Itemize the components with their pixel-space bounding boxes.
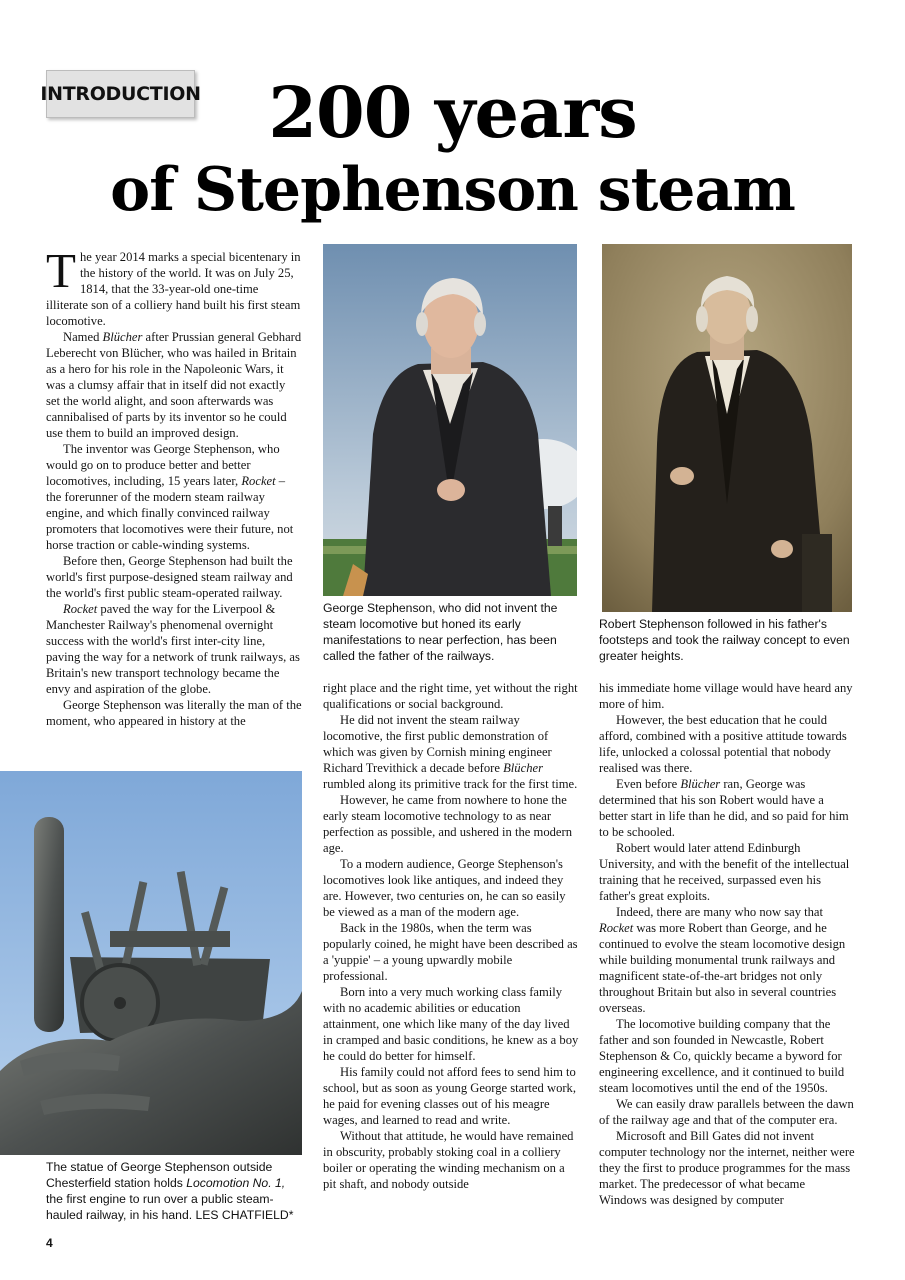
paragraph: Before then, George Stephenson had built the world's first purpose-designed steam railway and the world's first public steam-operated railway. (46, 554, 293, 600)
paragraph (46, 601, 302, 697)
paragraph (46, 441, 302, 553)
paragraph: right place and the right time, yet without the right qualifications or social background. (323, 681, 578, 711)
paragraph: To a modern audience, George Stephenson's locomotives look like antiques, and indeed they are. However, two centuries on, he can so easily be viewed as a man of the modern age. (323, 857, 566, 919)
headline-line-1: 200 years (268, 71, 637, 154)
paragraph: Robert would later attend Edinburgh University, and with the benefit of the intellectual training that he received, surpassed even his father's great exploits. (599, 841, 850, 903)
article-column-1 (46, 243, 302, 729)
photo-credit: LES CHATFIELD* (195, 1208, 294, 1222)
paragraph-text: rumbled along its primitive track for the first time. (323, 777, 578, 791)
paragraph-text: Named (63, 330, 103, 344)
article-column-2 (323, 680, 579, 1192)
italic-name: Blücher (503, 761, 543, 775)
statue-illustration (0, 771, 302, 1155)
caption-statue (46, 1159, 298, 1223)
paragraph (599, 776, 855, 840)
italic-name: Blücher (102, 330, 143, 344)
paragraph: We can easily draw parallels between the dawn of the railway age and that of the computer era. (599, 1097, 854, 1127)
paragraph: However, he came from nowhere to hone the early steam locomotive technology to as near perfection as possible, and ushered in the modern age. (323, 793, 573, 855)
paragraph-text: was more Robert than George, and he continued to evolve the steam locomotive design while building monumental trunk railways and magnificent state-of-the-art bridges not only throughout Britain but also in several countries overseas. (599, 921, 846, 1015)
caption-robert: Robert Stephenson followed in his father's footsteps and took the railway concept to even greater heights. (599, 617, 850, 663)
robert-stephenson-photo (602, 244, 852, 612)
section-label: INTRODUCTION (40, 83, 201, 105)
page-number: 4 (46, 1236, 53, 1250)
paragraph-text: – the forerunner of the modern steam railway engine, and which finally convinced railway promoters that locomotives were their future, not horse traction or cable-winding systems. (46, 474, 294, 552)
paragraph-text: Even before (616, 777, 681, 791)
headline-line-2: of Stephenson steam (110, 155, 795, 225)
italic-name: Rocket (599, 921, 634, 935)
paragraph-text: paved the way for the Liverpool & Manchester Railway's phenomenal overnight success with the world's first inter-city line, paving the way for a network of trunk railways, as Britain's new transport technology became the envy and aspiration of the globe. (46, 602, 300, 696)
paragraph: Without that attitude, he would have remained in obscurity, probably stoking coal in a colliery boiler or operating the winding mechanism on a pit shaft, and nobody outside (323, 1129, 574, 1191)
paragraph-text: after Prussian general Gebhard Leberecht von Blücher, who was hailed in Britain as a hero for his role in the Napoleonic Wars, it was a clumsy affair that in itself did not exactly set the world alight, and soon afterwards was cannibalised of parts by its inventor so he could use them to build an improved design. (46, 330, 302, 440)
caption-text: The statue of George Stephenson outside Chesterfield station holds (46, 1160, 273, 1190)
italic-name: Blücher (680, 777, 721, 791)
italic-name: Rocket (63, 602, 98, 616)
statue-photo (0, 771, 302, 1155)
paragraph: his immediate home village would have heard any more of him. (599, 681, 853, 711)
paragraph: His family could not afford fees to send him to school, but as soon as young George started work, he paid for evening classes out of his meagre wages, and learned to read and write. (323, 1065, 577, 1127)
drop-cap: T (46, 243, 76, 298)
paragraph-text: ran, George was determined that his son Robert would have a better start in life than he did, and so paid for him to be schooled. (599, 777, 849, 839)
paragraph: George Stephenson was literally the man of the moment, who appeared in history at the (46, 698, 302, 728)
george-stephenson-portrait (323, 244, 577, 596)
caption-george: George Stephenson, who did not invent the steam locomotive but honed its early manifestations to near perfection, has been called the father of the railways. (323, 601, 558, 663)
italic-name: Rocket (241, 474, 276, 488)
paragraph (599, 904, 855, 1016)
paragraph (46, 329, 302, 441)
george-portrait-illustration (323, 244, 577, 596)
paragraph: Born into a very much working class family with no academic abilities or education attainment, one which like many of the day lived in cramped and basic conditions, he knew as a boy he could do better for himself. (323, 985, 579, 1063)
paragraph: The locomotive building company that the father and son founded in Newcastle, Robert Stephenson & Co, quickly became a byword for engineering excellence, and it continued to build steam locomotives until the end of the 1950s. (599, 1017, 845, 1095)
paragraph-text: Indeed, there are many who now say that (616, 905, 824, 919)
paragraph (323, 712, 579, 792)
paragraph: However, the best education that he could afford, combined with a positive attitude towards life, unlocked a colossal potential that nobody realised was there. (599, 713, 847, 775)
caption-italic: Locomotion No. 1, (186, 1176, 286, 1190)
article-column-3 (599, 680, 855, 1208)
paragraph-text: he year 2014 marks a special bicentenary in the history of the world. It was on July 25, 1814, that the 33-year-old one-time illiterate son of a colliery hand built his first steam locomotive. (46, 250, 301, 328)
paragraph: Back in the 1980s, when the term was popularly coined, he might have been described as a 'yuppie' – a young upwardly mobile professional. (323, 921, 578, 983)
paragraph: Microsoft and Bill Gates did not invent computer technology nor the internet, neither were they the first to produce programmes for the mass market. The predecessor of what became Windows was designed by computer (599, 1129, 855, 1207)
paragraph-text: The inventor was George Stephenson, who would go on to produce better and better locomotives, including, 15 years later, (46, 442, 280, 488)
robert-photo-illustration (602, 244, 852, 612)
caption-text: the first engine to run over a public steam-hauled railway, in his hand. (46, 1192, 274, 1222)
paragraph-text: He did not invent the steam railway locomotive, the first public demonstration of which was given by Cornish mining engineer Richard Trevithick a decade before (323, 713, 552, 775)
paragraph (46, 243, 302, 329)
